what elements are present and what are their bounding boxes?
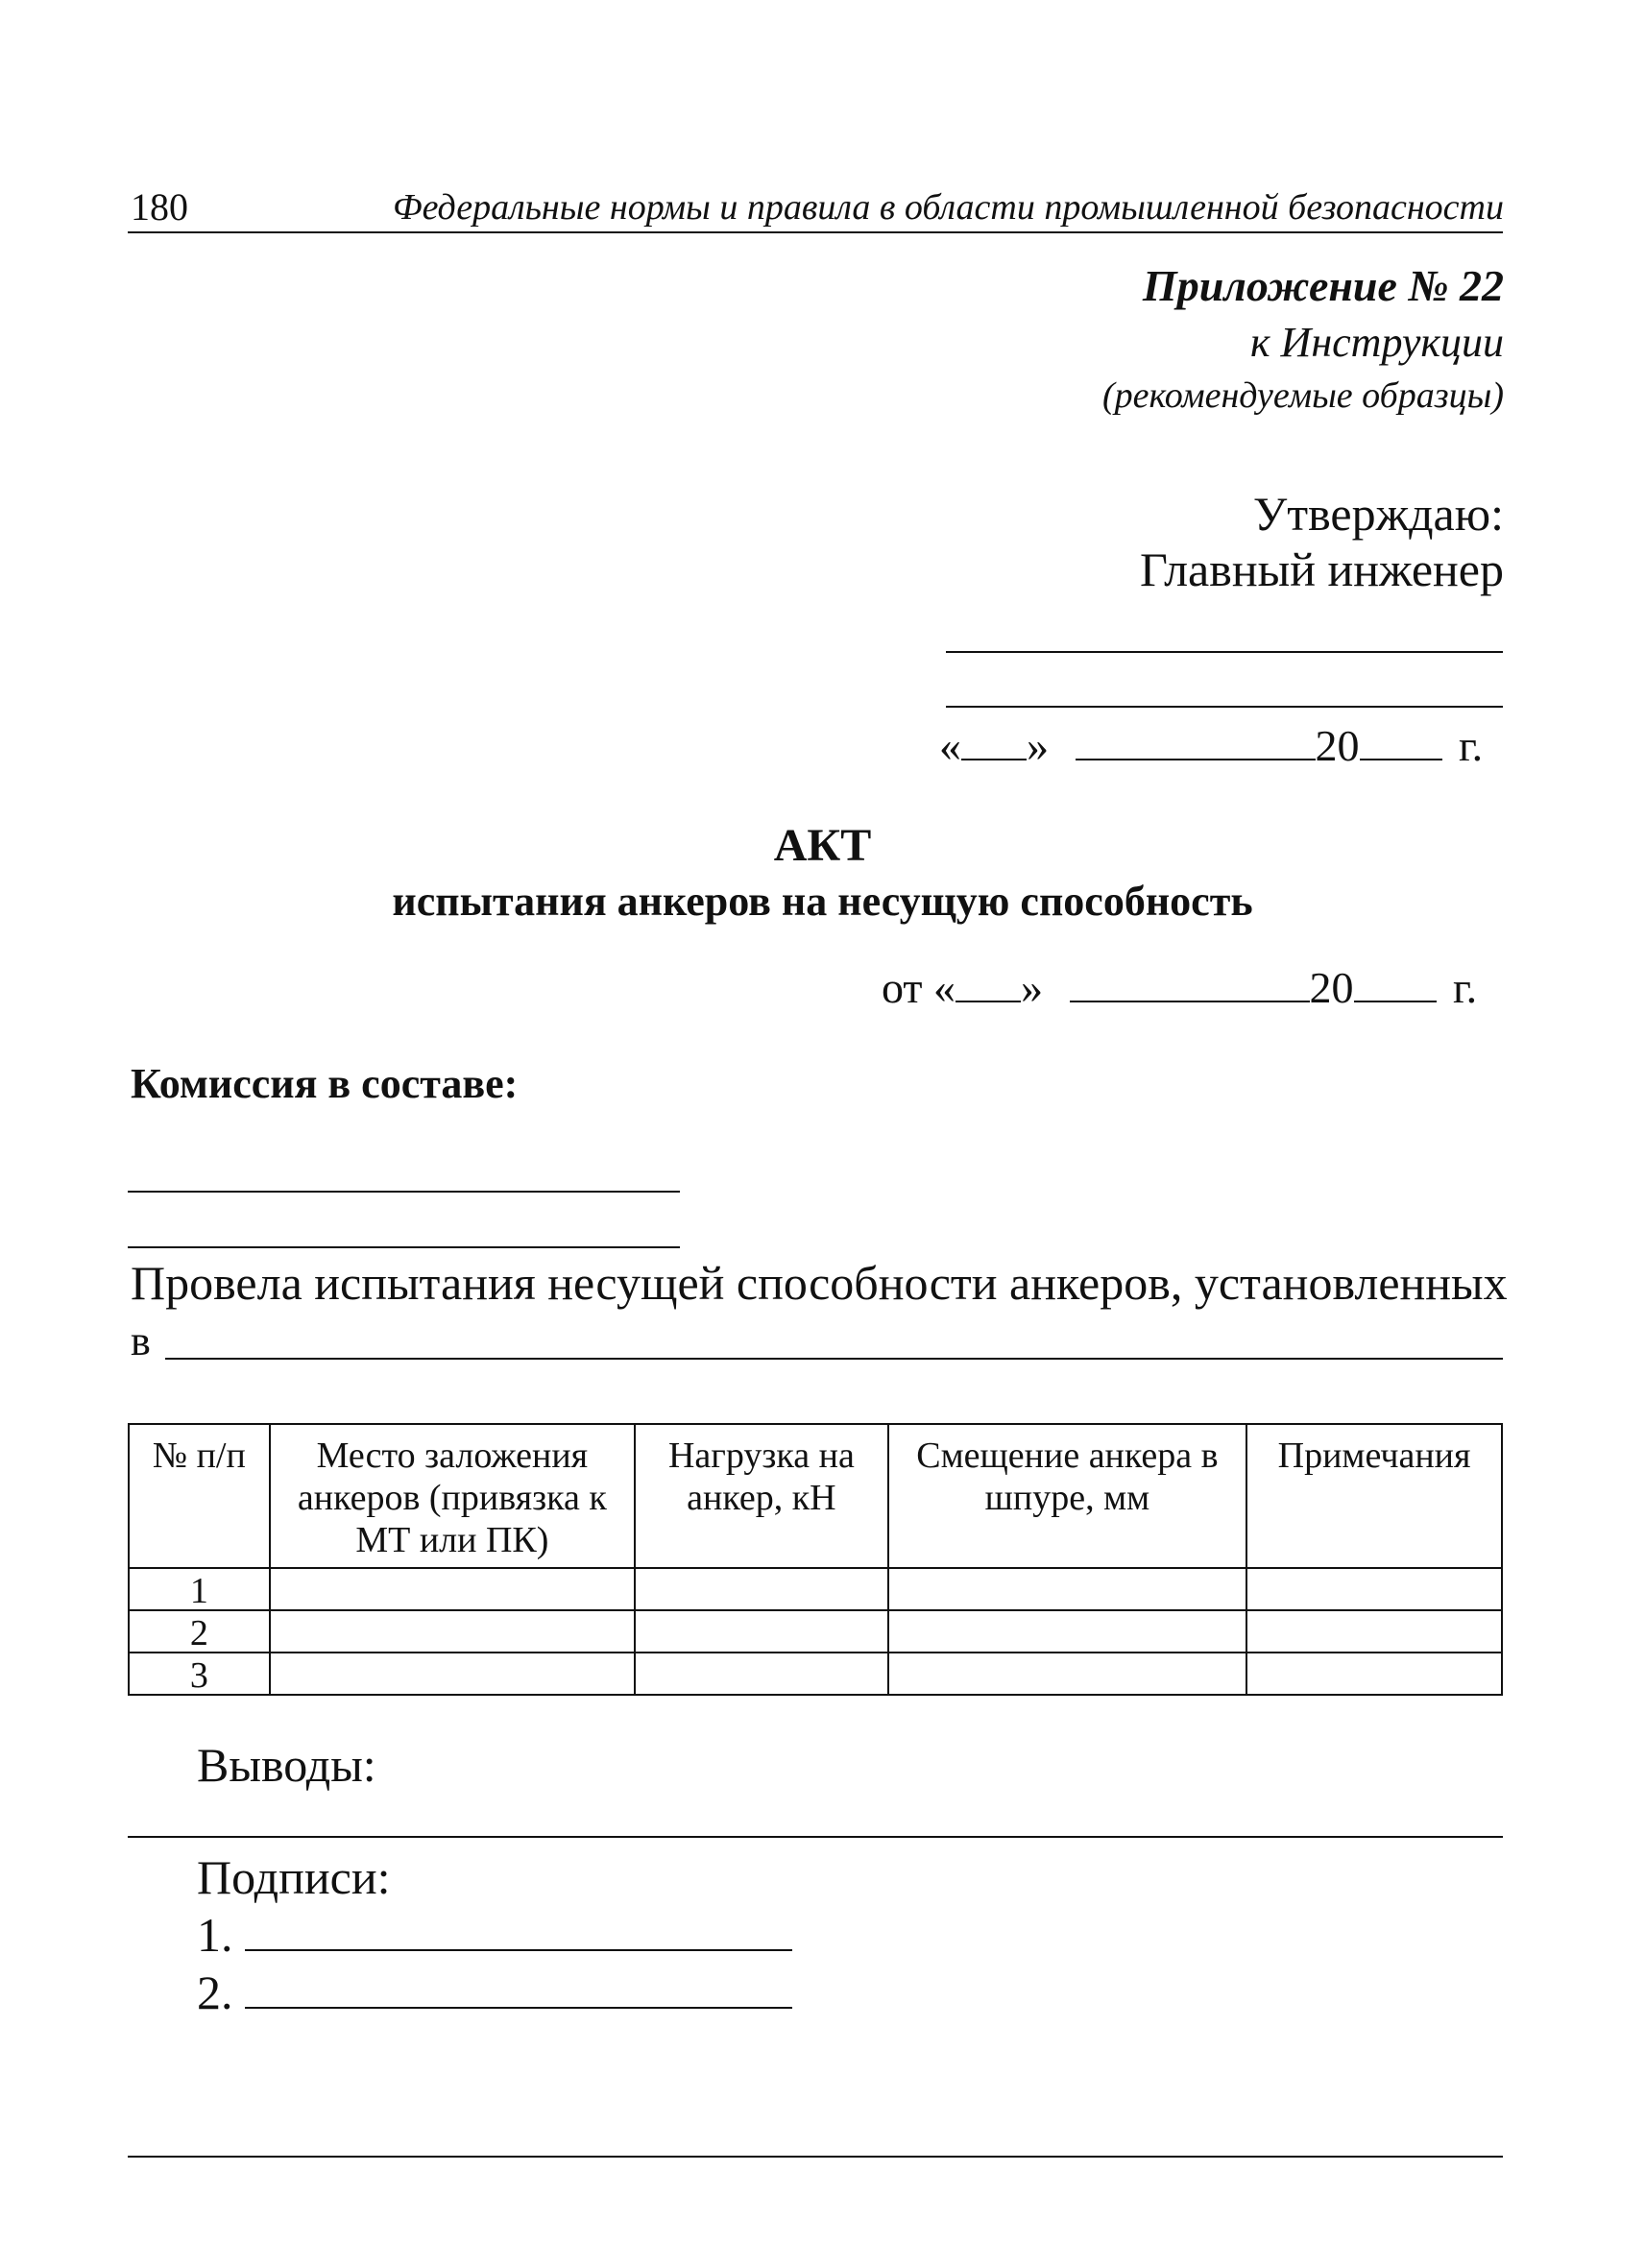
running-title: Федеральные нормы и правила в области промышленной безопасности [393, 187, 1504, 228]
signature-line-1 [197, 1906, 792, 1964]
col-header-displacement: Смещение анкера в шпуре, мм [888, 1424, 1246, 1568]
cell-notes[interactable] [1246, 1653, 1502, 1695]
test-statement: Провела испытания несущей способности анкеров, установленных [131, 1256, 1508, 1310]
act-year-prefix: 20 [1309, 963, 1354, 1012]
col-header-load: Нагрузка на анкер, кН [635, 1424, 888, 1568]
commission-label: Комиссия в составе: [131, 1060, 519, 1107]
appendix-note: (рекомендуемые образцы) [1101, 375, 1504, 416]
signature-blank-2[interactable] [245, 1965, 792, 2009]
col-header-number: № п/п [129, 1424, 270, 1568]
cell-displacement[interactable] [888, 1610, 1246, 1653]
table-header-row [129, 1424, 1502, 1568]
cell-notes[interactable] [1246, 1610, 1502, 1653]
act-close-quote: » [1021, 963, 1043, 1012]
cell-location[interactable] [270, 1610, 635, 1653]
header-rule [128, 231, 1503, 233]
approval-year-suffix: г. [1459, 721, 1484, 770]
col-header-location: Место заложения анкеров (привязка к МТ или ПК) [270, 1424, 635, 1568]
appendix-subtitle: к Инструкции [1249, 319, 1504, 366]
cell-number: 1 [129, 1568, 270, 1610]
commission-member-line-1[interactable] [128, 1191, 680, 1193]
page-number: 180 [131, 185, 188, 229]
cell-load[interactable] [635, 1610, 888, 1653]
anchor-test-table [128, 1423, 1503, 1696]
act-year-suffix: г. [1453, 963, 1478, 1012]
approval-name-line[interactable] [946, 706, 1503, 708]
signature-index: 2. [197, 1966, 233, 2019]
approval-position: Главный инженер [1139, 543, 1504, 596]
approval-month-blank[interactable] [1076, 716, 1316, 760]
table-row [129, 1610, 1502, 1653]
signature-blank-1[interactable] [245, 1907, 792, 1951]
col-header-notes: Примечания [1246, 1424, 1502, 1568]
approval-day-blank[interactable] [961, 716, 1027, 760]
test-location-label: в [131, 1317, 151, 1364]
cell-displacement[interactable] [888, 1653, 1246, 1695]
act-subtitle: испытания анкеров на несущую способность [392, 878, 1253, 925]
commission-member-line-2[interactable] [128, 1246, 680, 1248]
footer-rule [128, 2156, 1503, 2158]
act-title: АКТ [773, 820, 872, 871]
signature-line-2 [197, 1964, 792, 2021]
conclusions-label: Выводы: [197, 1738, 376, 1792]
cell-number: 2 [129, 1610, 270, 1653]
act-day-blank[interactable] [956, 958, 1021, 1002]
table-row [129, 1568, 1502, 1610]
approval-open-quote: « [939, 721, 961, 770]
appendix-title: Приложение № 22 [1142, 261, 1504, 310]
approval-label: Утверждаю: [1252, 487, 1504, 541]
signature-index: 1. [197, 1908, 233, 1962]
signatures-label: Подписи: [197, 1850, 391, 1904]
act-month-blank[interactable] [1070, 958, 1310, 1002]
cell-displacement[interactable] [888, 1568, 1246, 1610]
cell-load[interactable] [635, 1568, 888, 1610]
cell-location[interactable] [270, 1568, 635, 1610]
approval-close-quote: » [1027, 721, 1049, 770]
approval-year-prefix: 20 [1315, 721, 1360, 770]
approval-signature-line[interactable] [946, 651, 1503, 653]
test-location-line[interactable] [165, 1358, 1503, 1360]
cell-number: 3 [129, 1653, 270, 1695]
approval-date [939, 716, 1483, 773]
cell-notes[interactable] [1246, 1568, 1502, 1610]
act-date [882, 958, 1477, 1015]
table-row [129, 1653, 1502, 1695]
cell-location[interactable] [270, 1653, 635, 1695]
cell-load[interactable] [635, 1653, 888, 1695]
conclusions-line[interactable] [128, 1836, 1503, 1838]
act-date-prefix: от « [882, 963, 956, 1012]
approval-year-blank[interactable] [1360, 716, 1442, 760]
act-year-blank[interactable] [1354, 958, 1437, 1002]
